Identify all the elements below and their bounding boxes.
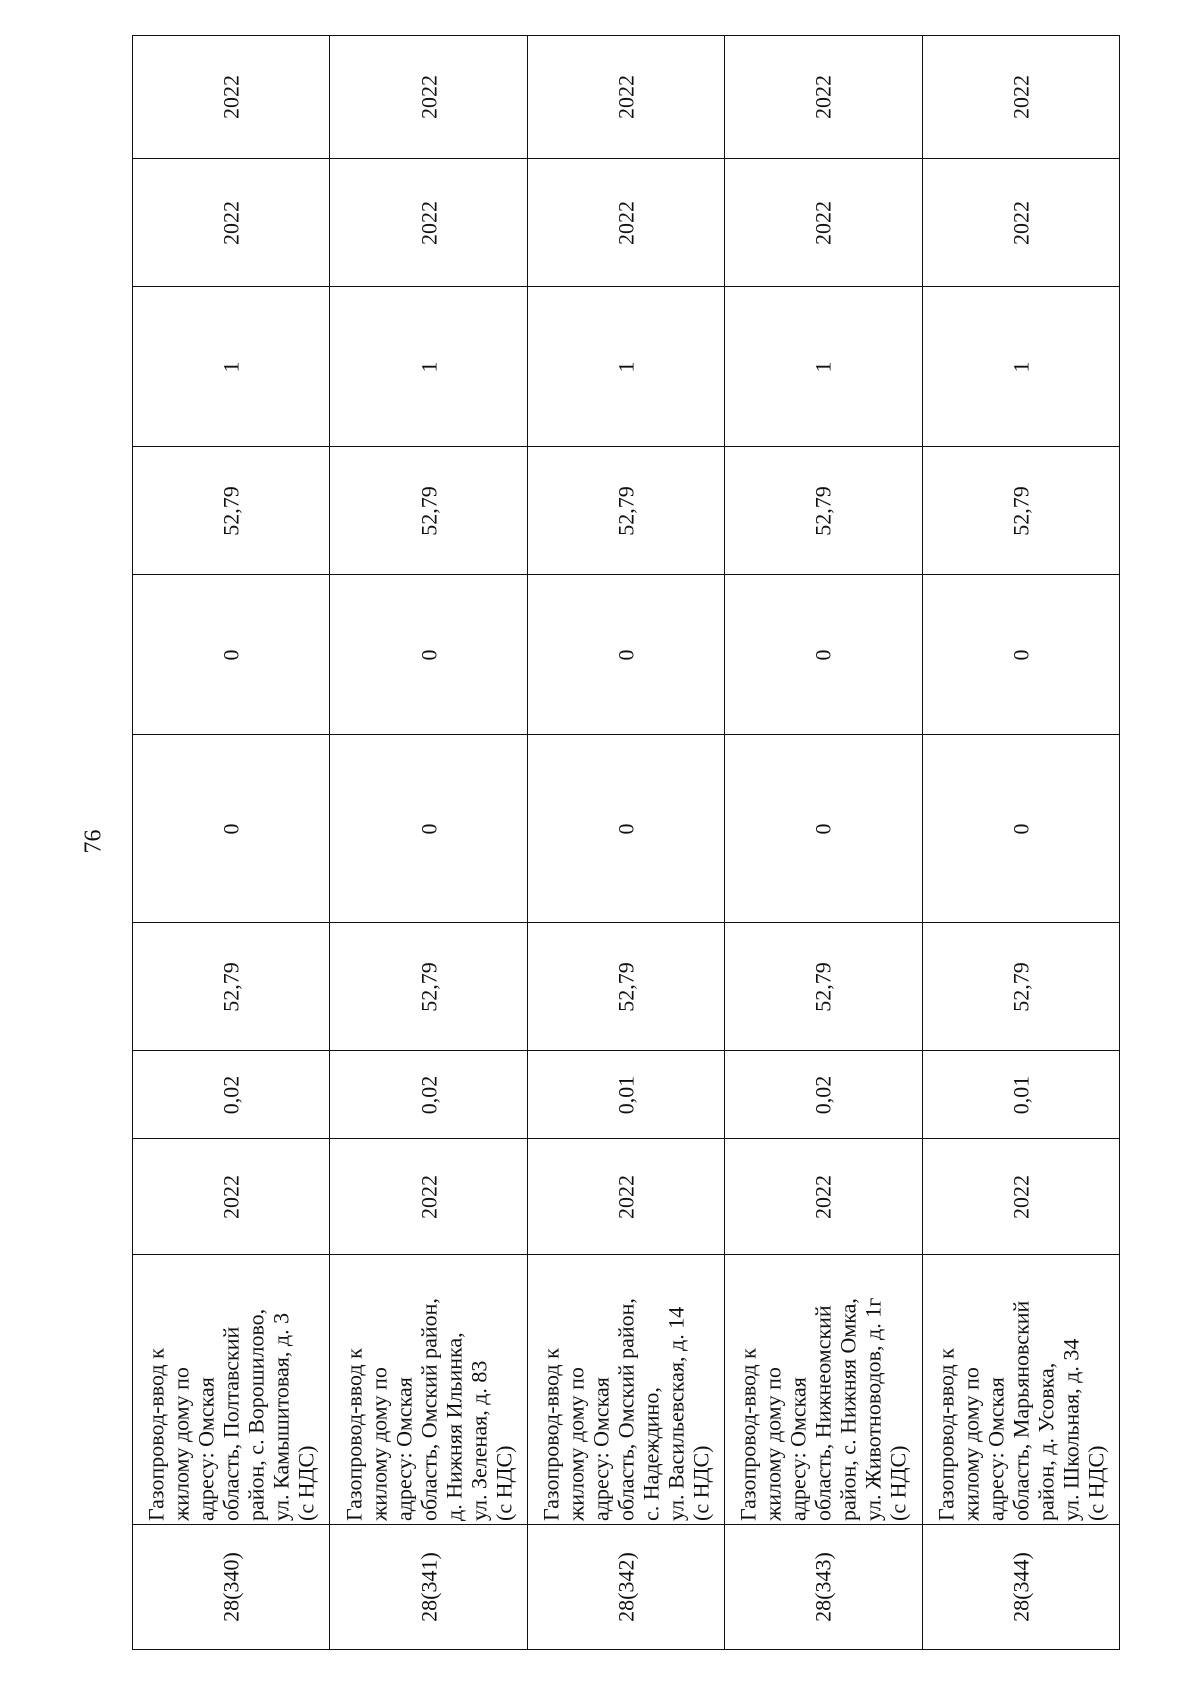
table-cell bbox=[922, 287, 1119, 447]
table-cell bbox=[330, 735, 527, 923]
value-c-cell: 0 bbox=[1008, 823, 1034, 834]
table-cell bbox=[330, 36, 527, 159]
table-cell bbox=[133, 575, 330, 735]
object-name-cell: Газопровод-ввод к жилому дому по адресу: Омская область, Омский район, д. Нижняя Ильинка, ул. Зеленая, д. 83 (с НДС) bbox=[341, 1297, 517, 1521]
table-cell bbox=[133, 36, 330, 159]
table-row bbox=[133, 159, 1120, 287]
row-id-cell: 28(341) bbox=[416, 1552, 442, 1622]
quantity-cell: 1 bbox=[613, 361, 639, 372]
row-id-cell: 28(344) bbox=[1008, 1552, 1034, 1622]
table-row bbox=[133, 36, 1120, 159]
table-cell bbox=[330, 1255, 527, 1525]
total-cost-cell: 52,79 bbox=[613, 485, 639, 536]
year-cell: 2022 bbox=[218, 1174, 244, 1219]
table-cell bbox=[330, 1139, 527, 1255]
table-cell bbox=[922, 1139, 1119, 1255]
value-c-cell: 0 bbox=[810, 823, 836, 834]
table-cell bbox=[133, 735, 330, 923]
table-cell bbox=[133, 1139, 330, 1255]
year-start-cell: 2022 bbox=[218, 200, 244, 245]
table-cell bbox=[922, 1051, 1119, 1139]
total-cost-cell: 52,79 bbox=[416, 485, 442, 536]
row-id-cell: 28(343) bbox=[810, 1552, 836, 1622]
table-cell bbox=[922, 923, 1119, 1051]
total-cost-cell: 52,79 bbox=[218, 485, 244, 536]
object-name-cell: Газопровод-ввод к жилому дому по адресу: Омская область, Нижнеомский район, с. Нижняя Омка, ул. Животноводов, д. 1г (с НДС) bbox=[735, 1297, 911, 1521]
year-final-cell: 2022 bbox=[613, 75, 639, 119]
row-id-cell: 28(340) bbox=[218, 1552, 244, 1622]
row-id-cell: 28(342) bbox=[613, 1552, 639, 1622]
table-cell bbox=[330, 1051, 527, 1139]
length-cell: 0,02 bbox=[416, 1075, 442, 1114]
year-start-cell: 2022 bbox=[810, 200, 836, 245]
table-cell bbox=[527, 287, 724, 447]
year-start-cell: 2022 bbox=[613, 200, 639, 245]
value-d-cell: 0 bbox=[218, 649, 244, 660]
value-d-cell: 0 bbox=[416, 649, 442, 660]
table-cell bbox=[527, 735, 724, 923]
table-cell bbox=[725, 159, 922, 287]
object-name-cell: Газопровод-ввод к жилому дому по адресу: Омская область, Полтавский район, с. Ворошилово, ул. Камышитовая, д. 3 (с НДС) bbox=[143, 1308, 319, 1521]
table-cell bbox=[527, 159, 724, 287]
cost-cell: 52,79 bbox=[218, 961, 244, 1012]
table-cell bbox=[922, 1525, 1119, 1650]
table-cell bbox=[527, 36, 724, 159]
year-cell: 2022 bbox=[613, 1174, 639, 1219]
quantity-cell: 1 bbox=[1008, 361, 1034, 372]
year-final-cell: 2022 bbox=[1008, 75, 1034, 119]
value-d-cell: 0 bbox=[810, 649, 836, 660]
year-final-cell: 2022 bbox=[416, 75, 442, 119]
length-cell: 0,01 bbox=[1008, 1075, 1034, 1114]
data-table bbox=[132, 35, 1120, 1649]
table-cell bbox=[527, 923, 724, 1051]
quantity-cell: 1 bbox=[218, 361, 244, 372]
table-cell bbox=[527, 1255, 724, 1525]
table-cell bbox=[725, 923, 922, 1051]
value-c-cell: 0 bbox=[218, 823, 244, 834]
year-final-cell: 2022 bbox=[218, 75, 244, 119]
table-cell bbox=[527, 1139, 724, 1255]
table-cell bbox=[725, 735, 922, 923]
total-cost-cell: 52,79 bbox=[810, 485, 836, 536]
table-row bbox=[133, 1051, 1120, 1139]
table-cell bbox=[133, 159, 330, 287]
length-cell: 0,02 bbox=[810, 1075, 836, 1114]
table-cell bbox=[527, 447, 724, 575]
table-cell bbox=[725, 1525, 922, 1650]
table-cell bbox=[725, 287, 922, 447]
year-cell: 2022 bbox=[1008, 1174, 1034, 1219]
cost-cell: 52,79 bbox=[416, 961, 442, 1012]
table-cell bbox=[725, 1051, 922, 1139]
table-cell bbox=[725, 36, 922, 159]
year-cell: 2022 bbox=[416, 1174, 442, 1219]
table-row bbox=[133, 1255, 1120, 1525]
table-cell bbox=[725, 447, 922, 575]
table-cell bbox=[330, 159, 527, 287]
table-cell bbox=[330, 287, 527, 447]
table-cell bbox=[330, 1525, 527, 1650]
table-cell bbox=[922, 575, 1119, 735]
table-cell bbox=[922, 36, 1119, 159]
year-cell: 2022 bbox=[810, 1174, 836, 1219]
table-cell bbox=[527, 1525, 724, 1650]
cost-cell: 52,79 bbox=[810, 961, 836, 1012]
table-cell bbox=[922, 159, 1119, 287]
year-start-cell: 2022 bbox=[416, 200, 442, 245]
value-c-cell: 0 bbox=[416, 823, 442, 834]
table-cell bbox=[330, 575, 527, 735]
value-c-cell: 0 bbox=[613, 823, 639, 834]
table-cell bbox=[527, 1051, 724, 1139]
cost-cell: 52,79 bbox=[613, 961, 639, 1012]
table-cell bbox=[922, 447, 1119, 575]
table-cell bbox=[725, 575, 922, 735]
quantity-cell: 1 bbox=[416, 361, 442, 372]
value-d-cell: 0 bbox=[1008, 649, 1034, 660]
length-cell: 0,02 bbox=[218, 1075, 244, 1114]
cost-cell: 52,79 bbox=[1008, 961, 1034, 1012]
table-cell bbox=[133, 447, 330, 575]
table-cell bbox=[133, 1255, 330, 1525]
quantity-cell: 1 bbox=[810, 361, 836, 372]
table-row bbox=[133, 735, 1120, 923]
table-row bbox=[133, 447, 1120, 575]
value-d-cell: 0 bbox=[613, 649, 639, 660]
table-row bbox=[133, 575, 1120, 735]
table-cell bbox=[725, 1255, 922, 1525]
table-cell bbox=[922, 735, 1119, 923]
table-cell bbox=[725, 1139, 922, 1255]
table-cell bbox=[133, 923, 330, 1051]
table-row bbox=[133, 1139, 1120, 1255]
table-row bbox=[133, 1525, 1120, 1650]
object-name-cell: Газопровод-ввод к жилому дому по адресу: Омская область, Марьяновский район, д. Усовка, ул. Школьная, д. 34 (с НДС) bbox=[933, 1300, 1109, 1521]
page-number: 76 bbox=[80, 829, 107, 854]
table-cell bbox=[330, 923, 527, 1051]
table-cell bbox=[133, 1525, 330, 1650]
table-row bbox=[133, 287, 1120, 447]
year-final-cell: 2022 bbox=[810, 75, 836, 119]
total-cost-cell: 52,79 bbox=[1008, 485, 1034, 536]
table-grid bbox=[132, 35, 1120, 1650]
table-row bbox=[133, 923, 1120, 1051]
table-cell bbox=[527, 575, 724, 735]
table-cell bbox=[133, 287, 330, 447]
table-cell bbox=[133, 1051, 330, 1139]
year-start-cell: 2022 bbox=[1008, 200, 1034, 245]
table-cell bbox=[330, 447, 527, 575]
length-cell: 0,01 bbox=[613, 1075, 639, 1114]
table-cell bbox=[922, 1255, 1119, 1525]
object-name-cell: Газопровод-ввод к жилому дому по адресу: Омская область, Омский район, с. Надеждино, ул. Васильевская, д. 14 (с НДС) bbox=[538, 1297, 714, 1521]
